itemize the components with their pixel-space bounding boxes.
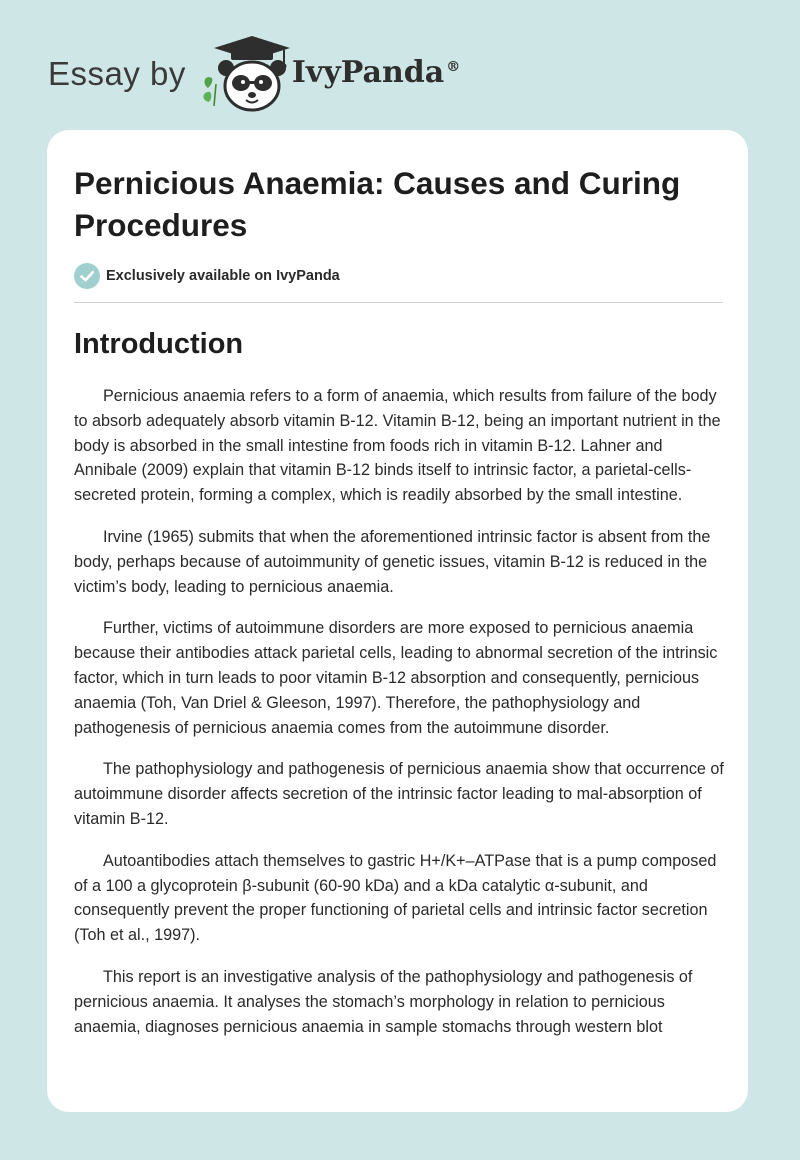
ivypanda-logo[interactable] <box>198 34 460 114</box>
essay-title: Pernicious Anaemia: Causes and Curing Procedures <box>74 165 681 243</box>
paragraph: Irvine (1965) submits that when the aforementioned intrinsic factor is absent from the body, perhaps because of autoimmunity of genetic issues, vitamin B-12 is reduced in the victim’s body, leading to pernicious anaemia. <box>74 527 711 596</box>
check-circle-icon <box>74 263 100 289</box>
paragraph: Further, victims of autoimmune disorders are more exposed to pernicious anaemia because their antibodies attack parietal cells, leading to abnormal secretion of the intrinsic factor, which in turn leads to poor vitamin B-12 absorption and consequently, pernicious anaemia (Toh, Van Driel & Gleeson, 1997). Therefore, the pathophysiology and pathogenesis of pernicious anaemia comes from the autoimmune disorder. <box>74 619 718 737</box>
paragraph: Autoantibodies attach themselves to gastric H+/K+–ATPase that is a pump composed of a 100 a glycoprotein β-subunit (60-90 kDa) and a kDa catalytic α-subunit, and consequently prevent the proper functioning of parietal cells and intrinsic factor secretion (Toh et al., 1997). <box>74 851 717 945</box>
divider <box>74 302 723 303</box>
badge-text: Exclusively available on IvyPanda <box>106 268 340 284</box>
section-heading-introduction: Introduction <box>74 328 244 360</box>
paragraph: This report is an investigative analysis of the pathophysiology and pathogenesis of pernicious anaemia. It analyses the stomach’s morphology in relation to pernicious anaemia, diagnoses pernicious anaemia in sample stomachs through western blot <box>74 967 693 1036</box>
registered-mark: ® <box>446 58 461 75</box>
panda-graduation-cap-icon <box>198 34 290 114</box>
brand-name: IvyPanda ® <box>291 54 461 90</box>
essay-by-label: Essay by <box>48 55 186 92</box>
exclusive-badge <box>74 263 340 289</box>
paragraph: Pernicious anaemia refers to a form of anaemia, which results from failure of the body to absorb adequately absorb vitamin B-12. Vitamin B-12, being an important nutrient in the body is absorbed in the small intestine from foods rich in vitamin B-12. Lahner and Annibale (2009) explain that vitamin B-12 binds itself to intrinsic factor, a parietal-cells-secreted protein, forming a complex, which is readily absorbed by the small intestine. <box>74 387 721 505</box>
essay-card <box>47 130 748 1112</box>
site-header <box>48 34 460 114</box>
essay-body <box>74 384 726 1056</box>
paragraph: The pathophysiology and pathogenesis of pernicious anaemia show that occurrence of autoimmune disorder affects secretion of the intrinsic factor leading to mal-absorption of vitamin B-12. <box>74 760 724 828</box>
